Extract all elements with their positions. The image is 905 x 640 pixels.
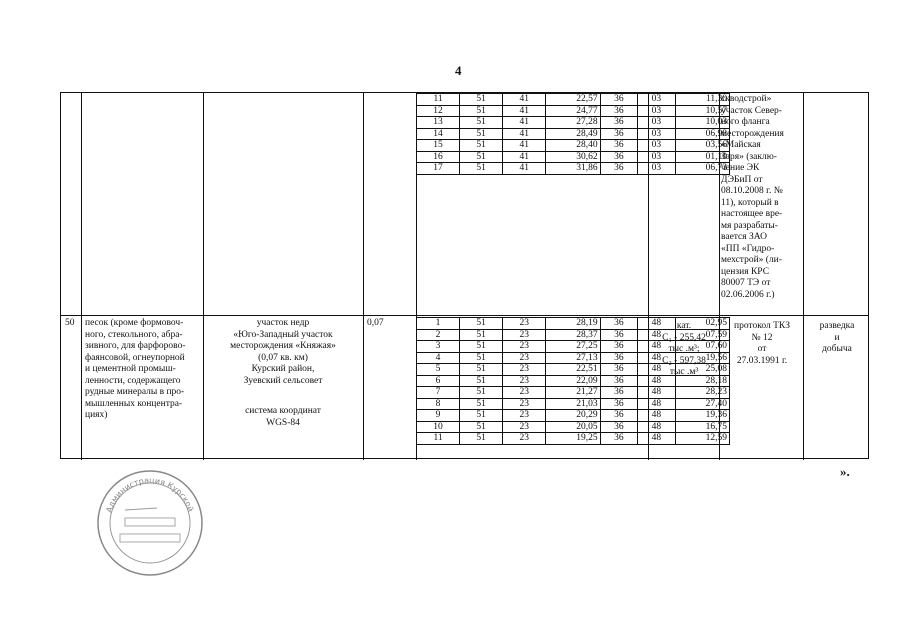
coord-cell: 48	[638, 433, 676, 445]
coord-cell: 06,73	[675, 163, 729, 175]
coord-cell: 36	[600, 341, 638, 353]
coord-cell: 51	[460, 410, 503, 422]
text-line: «ПП «Гидро-	[721, 243, 775, 254]
text-line: мышленных концентра-	[85, 398, 183, 409]
coord-cell: 51	[460, 128, 503, 140]
coord-cell: 07,59	[675, 329, 729, 341]
coord-cell: 36	[600, 387, 638, 399]
coord-cell: 2	[417, 329, 460, 341]
coord-cell: 15	[417, 140, 460, 152]
coord-cell: 03	[638, 163, 676, 175]
coord-cell: 03	[638, 117, 676, 129]
coord-row	[417, 421, 730, 433]
text-line: тыс .м³;	[668, 344, 700, 354]
coord-cell: 48	[638, 375, 676, 387]
coord-cell: 36	[600, 398, 638, 410]
coord-cell: 51	[460, 364, 503, 376]
coord-cell: 28,37	[546, 329, 600, 341]
coord-cell: 48	[638, 329, 676, 341]
text-line: разведка	[819, 321, 855, 331]
coord-cell: 41	[503, 94, 546, 106]
text-line: 80007 ТЭ от	[721, 278, 771, 288]
coord-cell: 28,49	[546, 128, 600, 140]
coord-cell: 03,56	[675, 140, 729, 152]
coord-cell: 28,18	[675, 375, 729, 387]
mineral-type	[85, 318, 203, 422]
text-line: протокол ТКЗ	[733, 321, 790, 331]
coord-cell: 10,57	[675, 105, 729, 117]
license-note	[721, 94, 803, 301]
coord-cell: 36	[600, 163, 638, 175]
coord-cell: 51	[460, 318, 503, 330]
svg-text:Администрация Курской: Администрация Курской	[104, 475, 196, 514]
coord-cell: 13	[417, 117, 460, 129]
coord-cell: 36	[600, 364, 638, 376]
text-line: вается ЗАО	[721, 232, 768, 242]
text-line: месторождения «Княжая»	[230, 341, 336, 351]
text-line: рудные минералы в про-	[85, 387, 185, 397]
coord-cell: 51	[460, 341, 503, 353]
coord-cell: 51	[460, 105, 503, 117]
coord-row	[417, 433, 730, 445]
coord-cell: 51	[460, 352, 503, 364]
coord-cell: 51	[460, 151, 503, 163]
coord-cell: 10	[417, 421, 460, 433]
coord-cell: 41	[503, 117, 546, 129]
coord-cell: 51	[460, 433, 503, 445]
coord-cell: 51	[460, 140, 503, 152]
coord-cell: 22,57	[546, 94, 600, 106]
coord-cell: 48	[638, 421, 676, 433]
coord-row	[417, 398, 730, 410]
coord-cell: 23	[503, 318, 546, 330]
coord-cell: 6	[417, 375, 460, 387]
text-line: циях)	[85, 410, 108, 420]
coord-cell: 21,03	[546, 398, 600, 410]
text-line: C₁ - 255,42	[662, 332, 706, 343]
coord-cell: 36	[600, 151, 638, 163]
coord-cell: 23	[503, 398, 546, 410]
coord-row	[417, 105, 730, 117]
coord-row	[417, 151, 730, 163]
coord-row	[417, 140, 730, 152]
protocol	[721, 321, 803, 367]
coord-cell: 3	[417, 341, 460, 353]
license-table	[60, 92, 869, 459]
text-line: WGS-84	[266, 417, 300, 428]
coord-row	[417, 117, 730, 129]
coord-cell: 4	[417, 352, 460, 364]
coord-row	[417, 387, 730, 399]
coord-cell: 23	[503, 433, 546, 445]
coord-cell: 36	[600, 352, 638, 364]
coord-cell: 41	[503, 151, 546, 163]
coord-cell: 11,30	[675, 94, 729, 106]
coord-cell: 16	[417, 151, 460, 163]
coord-cell: 41	[503, 163, 546, 175]
text-line: система координат	[245, 406, 321, 416]
coord-cell: 51	[460, 375, 503, 387]
coord-cell: 25,08	[675, 364, 729, 376]
coord-cell: 36	[600, 375, 638, 387]
coord-cell: 41	[503, 140, 546, 152]
coord-cell: 23	[503, 387, 546, 399]
coord-cell: 30,62	[546, 151, 600, 163]
text-line: участок Север-	[721, 105, 782, 116]
coord-cell: 36	[600, 433, 638, 445]
coord-cell: 22,51	[546, 364, 600, 376]
coord-cell: 51	[460, 94, 503, 106]
coord-cell: 10,03	[675, 117, 729, 129]
coord-cell: 27,28	[546, 117, 600, 129]
coord-cell: 36	[600, 94, 638, 106]
coord-cell: 03	[638, 105, 676, 117]
coord-cell: 19,56	[675, 352, 729, 364]
text-line: участок недр	[256, 318, 310, 328]
coord-cell: 27,13	[546, 352, 600, 364]
coord-cell: 9	[417, 410, 460, 422]
coord-cell: 03	[638, 94, 676, 106]
coord-cell: 1	[417, 318, 460, 330]
coord-cell: 7	[417, 387, 460, 399]
coord-cell: 27,40	[675, 398, 729, 410]
coord-cell: 19,36	[675, 410, 729, 422]
coord-cell: 22,09	[546, 375, 600, 387]
coord-cell: 36	[600, 128, 638, 140]
text-line: кат.	[676, 321, 692, 331]
coord-cell: 12	[417, 105, 460, 117]
text-line: месторождения	[721, 128, 784, 139]
area-value: 0,07	[367, 318, 384, 328]
reserves	[649, 321, 719, 379]
text-line: № 12	[751, 332, 773, 343]
text-line: настоящее вре-	[721, 209, 783, 219]
site-description	[207, 318, 359, 387]
coord-cell: 48	[638, 318, 676, 330]
coord-cell: 51	[460, 421, 503, 433]
text-line: «Майская	[721, 140, 761, 150]
text-line: мехстрой» (ли-	[721, 255, 782, 265]
text-line: (0,07 кв. км)	[258, 352, 308, 363]
coord-cell: 51	[460, 329, 503, 341]
coord-cell: 23	[503, 375, 546, 387]
text-line: фаянсовой, огнеупорной	[85, 352, 185, 363]
coord-cell: 03	[638, 140, 676, 152]
coord-cell: 20,29	[546, 410, 600, 422]
coord-cell: 51	[460, 387, 503, 399]
coord-cell: 48	[638, 398, 676, 410]
text-line: скводстрой»	[721, 94, 772, 104]
coord-cell: 36	[600, 421, 638, 433]
coord-cell: 06,98	[675, 128, 729, 140]
coord-cell: 23	[503, 410, 546, 422]
coord-cell: 03	[638, 128, 676, 140]
text-line: 08.10.2008 г. №	[721, 186, 783, 196]
coord-row	[417, 128, 730, 140]
coord-cell: 8	[417, 398, 460, 410]
coord-cell: 07,60	[675, 341, 729, 353]
text-line: тыс .м³	[669, 367, 699, 377]
coord-cell: 23	[503, 329, 546, 341]
coord-cell: 51	[460, 117, 503, 129]
text-line: ленности, содержащего	[85, 375, 181, 386]
coord-cell: 31,86	[546, 163, 600, 175]
text-line: «Юго-Западный участок	[233, 329, 333, 340]
text-line: зивного, для фарфорово-	[85, 341, 186, 351]
text-line: Курский район,	[251, 364, 315, 374]
coord-cell: 03	[638, 151, 676, 163]
text-line: C₂ - 597,38	[662, 355, 706, 366]
coord-cell: 51	[460, 398, 503, 410]
text-line: ДЭБиП от	[721, 174, 763, 185]
text-line: и	[834, 332, 840, 343]
coord-cell: 20,05	[546, 421, 600, 433]
text-line: 11), который в	[721, 197, 779, 208]
page-number: 4	[455, 63, 462, 78]
coord-cell: 28,23	[675, 387, 729, 399]
coord-cell: 23	[503, 364, 546, 376]
purpose	[805, 321, 869, 356]
text-line: от	[757, 344, 767, 354]
coord-cell: 36	[600, 329, 638, 341]
coord-cell: 36	[600, 140, 638, 152]
coord-cell: 28,19	[546, 318, 600, 330]
coord-cell: 11	[417, 433, 460, 445]
text-line: и цементной промыш-	[85, 364, 176, 374]
text-line: Зуевский сельсовет	[243, 375, 323, 386]
text-line: чение ЭК	[721, 163, 760, 173]
coord-cell: 23	[503, 352, 546, 364]
text-line: добыча	[822, 344, 852, 354]
text-line: мя разрабаты-	[721, 220, 778, 231]
coord-cell: 14	[417, 128, 460, 140]
text-line: цензия КРС	[721, 266, 770, 277]
text-line: 27.03.1991 г.	[736, 355, 788, 366]
coord-cell: 21,27	[546, 387, 600, 399]
text-line: песок (кроме формовоч-	[85, 318, 184, 328]
coord-cell: 19,25	[546, 433, 600, 445]
coord-cell: 41	[503, 105, 546, 117]
coord-cell: 48	[638, 352, 676, 364]
coord-row	[417, 410, 730, 422]
coord-cell: 36	[600, 105, 638, 117]
coord-row	[417, 163, 730, 175]
coord-cell: 17	[417, 163, 460, 175]
coord-cell: 23	[503, 341, 546, 353]
text-line: ного фланга	[721, 117, 770, 127]
text-line: Заря» (заклю-	[721, 151, 777, 162]
coordinate-system	[207, 406, 359, 429]
coord-cell: 36	[600, 117, 638, 129]
row-number: 50	[65, 318, 75, 328]
coord-cell: 36	[600, 410, 638, 422]
coord-row	[417, 94, 730, 106]
text-line: 02.06.2006 г.)	[721, 289, 775, 300]
coord-cell: 24,77	[546, 105, 600, 117]
coord-cell: 48	[638, 410, 676, 422]
coord-cell: 16,75	[675, 421, 729, 433]
closing-quote: ».	[840, 464, 850, 479]
coord-cell: 36	[600, 318, 638, 330]
coord-cell: 02,95	[675, 318, 729, 330]
official-seal-stamp	[95, 468, 205, 578]
coord-cell: 41	[503, 128, 546, 140]
coord-cell: 48	[638, 341, 676, 353]
coord-cell: 12,59	[675, 433, 729, 445]
coord-cell: 27,25	[546, 341, 600, 353]
coord-cell: 48	[638, 387, 676, 399]
coord-cell: 5	[417, 364, 460, 376]
coord-cell: 28,40	[546, 140, 600, 152]
coord-cell: 01,10	[675, 151, 729, 163]
coord-cell: 11	[417, 94, 460, 106]
coord-cell: 51	[460, 163, 503, 175]
coord-cell: 48	[638, 364, 676, 376]
text-line: ного, стекольного, абра-	[85, 329, 183, 340]
coords-table-top	[416, 93, 730, 175]
coord-cell: 23	[503, 421, 546, 433]
